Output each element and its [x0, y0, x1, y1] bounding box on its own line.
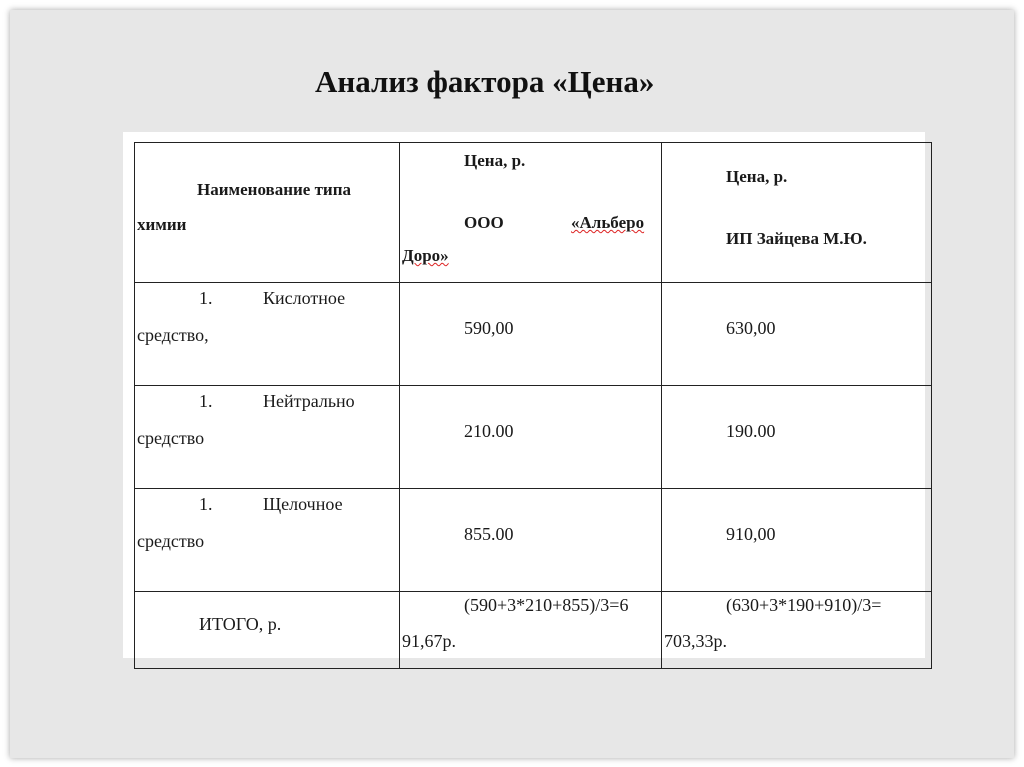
header-price1-line1: Цена, р.	[464, 151, 526, 170]
row-price2-cell	[662, 386, 932, 489]
table-total-row	[135, 592, 932, 669]
row-number: 1.	[199, 494, 213, 514]
row-price2: 910,00	[726, 524, 776, 544]
slide-title: Анализ фактора «Цена»	[315, 64, 655, 99]
total-calc1-cell	[400, 592, 662, 669]
row-price2-cell	[662, 283, 932, 386]
row-name-line1: Нейтрально	[263, 391, 355, 411]
row-name-line2: средство,	[137, 325, 209, 345]
header-cell-price-albero	[400, 143, 662, 283]
header-price2-line1: Цена, р.	[726, 167, 788, 186]
row-name-cell	[135, 386, 400, 489]
row-name-line2: средство	[137, 531, 205, 551]
table-header-row	[135, 143, 932, 283]
row-price1-cell	[400, 489, 662, 592]
row-number: 1.	[199, 391, 213, 411]
row-price2-cell	[662, 489, 932, 592]
row-number: 1.	[199, 288, 213, 308]
table-row	[135, 386, 932, 489]
row-price1: 210.00	[464, 421, 514, 441]
total-calc1-line1: (590+3*210+855)/3=6	[464, 595, 629, 615]
table-row	[135, 283, 932, 386]
total-calc2-cell	[662, 592, 932, 669]
header-type-line1: Наименование типа	[197, 180, 352, 199]
header-price1-line2b: «Альберо	[571, 213, 645, 232]
header-price1-line3: Доро»	[402, 246, 449, 265]
row-price2: 190.00	[726, 421, 776, 441]
total-calc2-line2: 703,33р.	[664, 631, 727, 651]
row-price1-cell	[400, 283, 662, 386]
row-name-cell	[135, 283, 400, 386]
row-name-line1: Кислотное	[263, 288, 346, 308]
document-page	[123, 132, 925, 658]
row-name-cell	[135, 489, 400, 592]
total-label-cell	[135, 592, 400, 669]
total-label: ИТОГО, р.	[199, 614, 282, 634]
row-price1-cell	[400, 386, 662, 489]
total-calc1-line2: 91,67р.	[402, 631, 456, 651]
row-price2: 630,00	[726, 318, 776, 338]
header-price1-line2a: ООО	[464, 213, 504, 232]
header-cell-price-zaitseva	[662, 143, 932, 283]
price-table	[134, 142, 932, 669]
row-price1: 590,00	[464, 318, 514, 338]
header-type-line2: химии	[137, 215, 187, 234]
table-row	[135, 489, 932, 592]
total-calc2-line1: (630+3*190+910)/3=	[726, 595, 882, 615]
row-price1: 855.00	[464, 524, 514, 544]
header-price2-line2: ИП Зайцева М.Ю.	[726, 229, 867, 248]
row-name-line1: Щелочное	[263, 494, 343, 514]
header-cell-type	[135, 143, 400, 283]
row-name-line2: средство	[137, 428, 205, 448]
slide-background	[10, 10, 1014, 758]
